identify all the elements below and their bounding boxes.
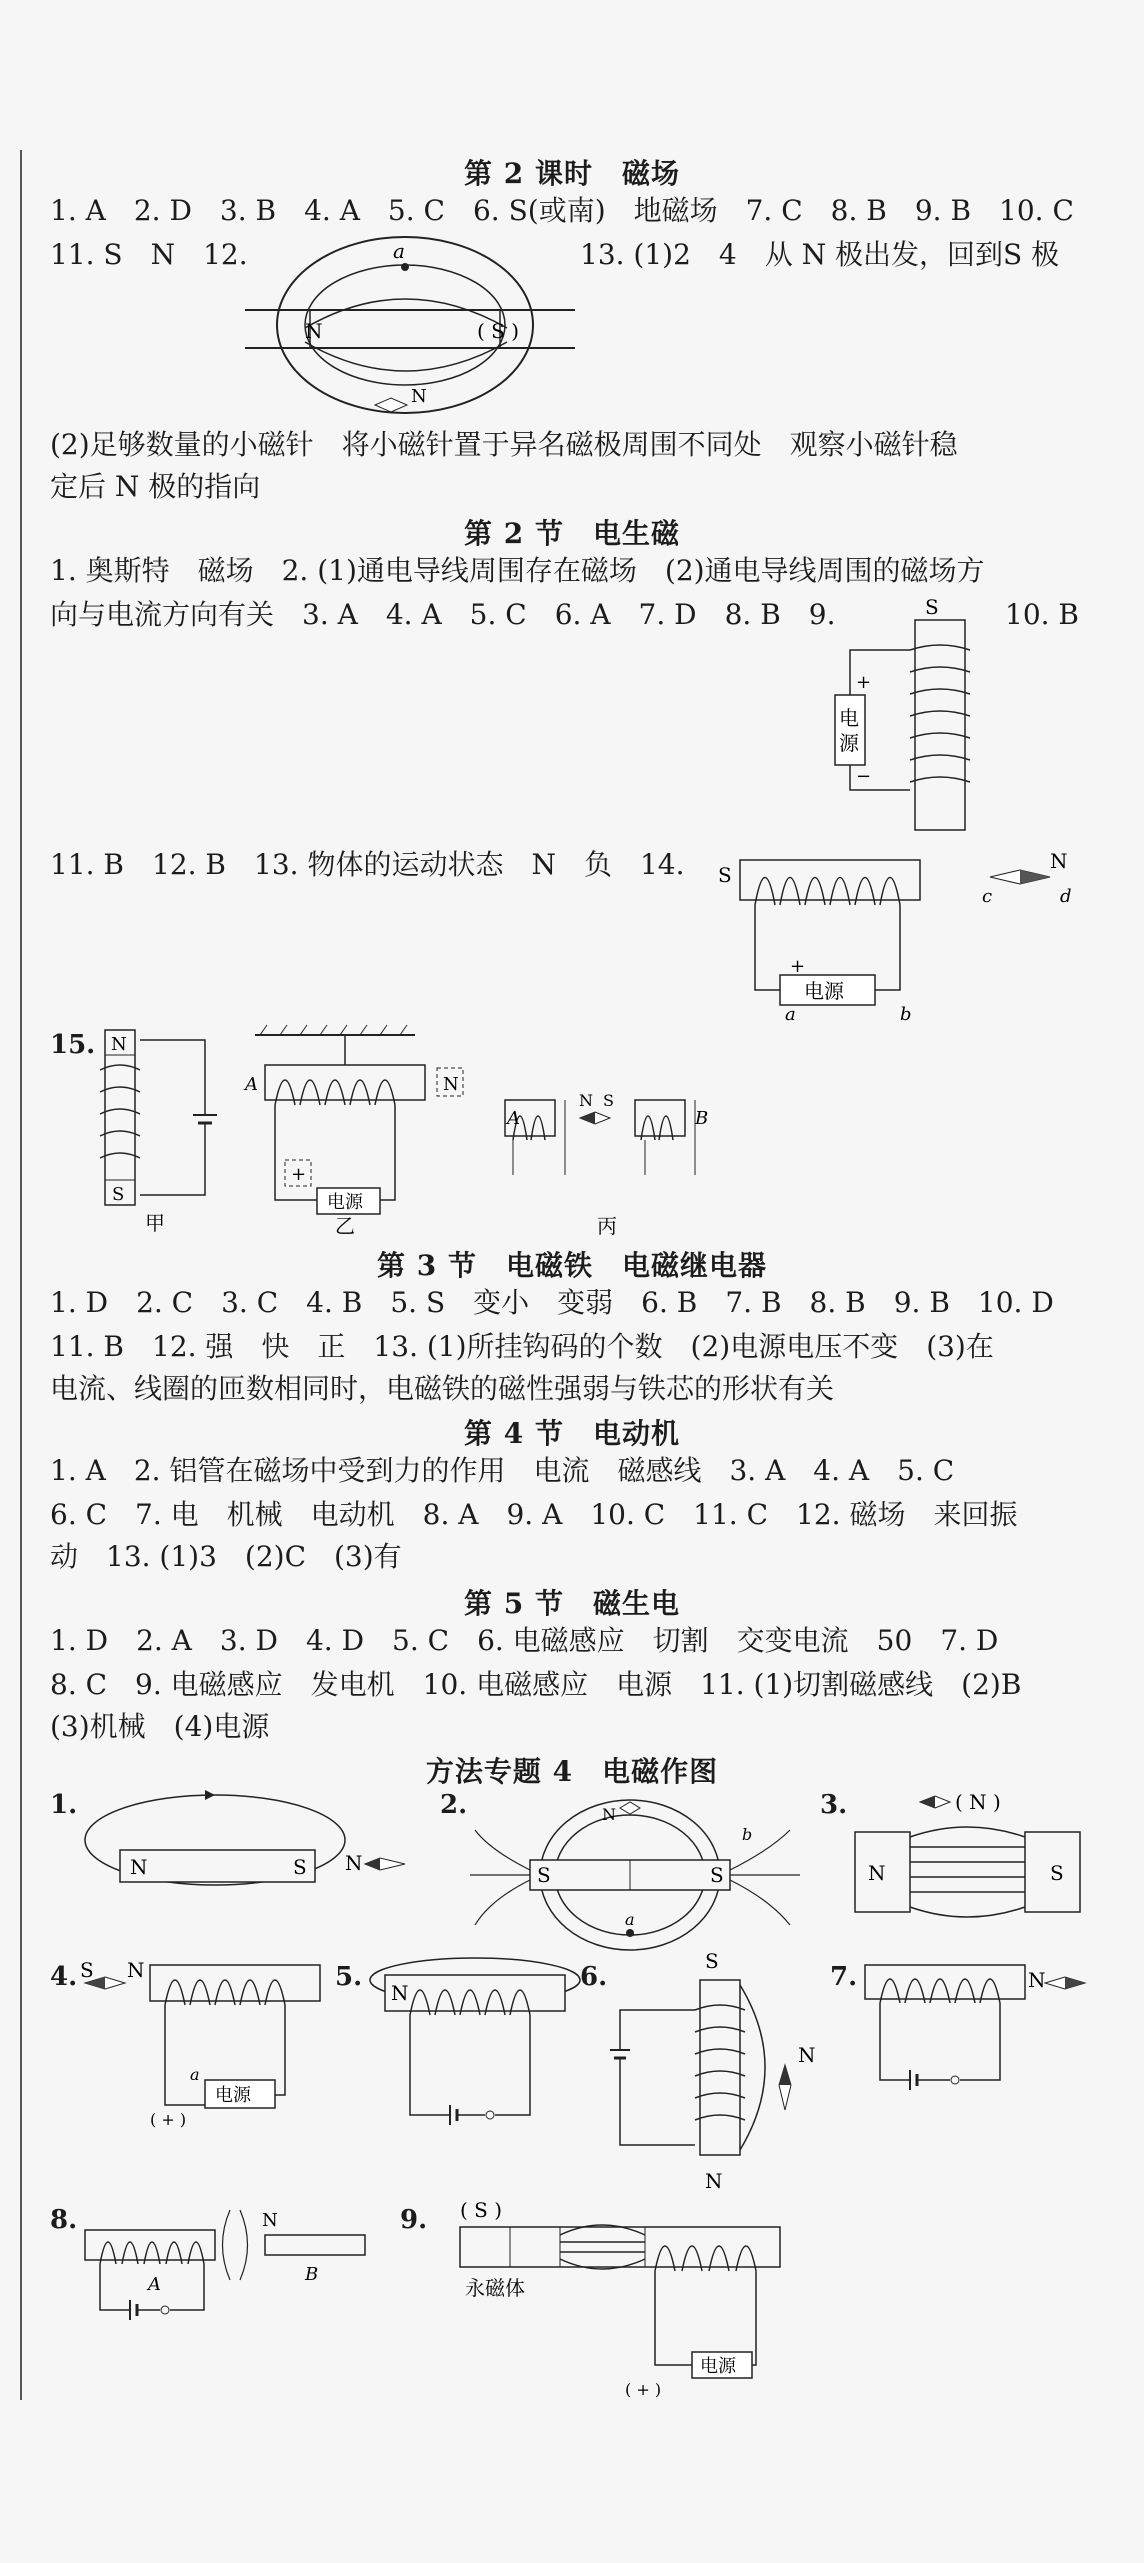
answer-line: 定后 N 极的指向 <box>50 470 261 503</box>
svg-text:N: N <box>127 1958 145 1982</box>
figure-label: N <box>411 386 427 407</box>
svg-text:S: S <box>293 1855 307 1879</box>
answer-line: 动 13. (1)3 (2)C (3)有 <box>50 1540 402 1573</box>
section-heading-magnetism-to-electricity: 第 5 节 磁生电 <box>464 1587 680 1620</box>
svg-text:N: N <box>1050 849 1068 873</box>
question-number: 3. <box>820 1790 848 1820</box>
svg-text:( N ): ( N ) <box>955 1790 1001 1814</box>
answer-line: 1. D 2. C 3. C 4. B 5. S 变小 变弱 6. B 7. B 8. B 9. B 10. D <box>50 1286 1054 1319</box>
figure-9-solenoid-circuit <box>830 595 980 840</box>
answer-line: 电流、线圈的匝数相同时，电磁铁的磁性强弱与铁芯的形状有关 <box>50 1372 835 1405</box>
answer-line: 11. S N 12. <box>50 238 248 271</box>
figure-15-three-setups <box>95 1020 735 1240</box>
svg-text:N: N <box>443 1074 459 1095</box>
question-number: 15. <box>50 1030 96 1060</box>
svg-text:电源: 电源 <box>700 2356 736 2377</box>
svg-text:N: N <box>579 1091 593 1110</box>
answer-line: (3)机械 (4)电源 <box>50 1710 270 1743</box>
svg-text:S: S <box>718 863 732 887</box>
answer-line: 11. B 12. 强 快 正 13. (1)所挂钩码的个数 (2)电源电压不变 (3)在 <box>50 1330 994 1363</box>
question-number: 4. <box>50 1962 78 1992</box>
svg-text:N: N <box>1028 1968 1046 1992</box>
svg-text:c: c <box>982 886 993 907</box>
svg-text:+: + <box>291 1164 307 1185</box>
svg-text:( S ): ( S ) <box>460 2198 503 2222</box>
answer-line: 11. B 12. B 13. 物体的运动状态 N 负 14. <box>50 848 685 881</box>
svg-text:( + ): ( + ) <box>150 2110 187 2129</box>
svg-text:源: 源 <box>839 731 859 755</box>
svg-text:b: b <box>900 1004 912 1025</box>
method-topic-heading: 方法专题 4 电磁作图 <box>425 1755 719 1788</box>
answer-line: 向与电流方向有关 3. A 4. A 5. C 6. A 7. D 8. B 9. <box>50 598 836 631</box>
lesson-heading-magnetic-field: 第 2 课时 磁场 <box>464 157 680 190</box>
figure-m3-pole-pair <box>850 1782 1090 1942</box>
svg-text:A: A <box>507 1108 520 1129</box>
svg-text:S: S <box>537 1863 551 1887</box>
svg-text:A: A <box>148 2274 161 2295</box>
svg-text:丙: 丙 <box>597 1214 617 1238</box>
answer-line: 1. A 2. 铝管在磁场中受到力的作用 电流 磁感线 3. A 4. A 5. C <box>50 1454 955 1487</box>
figure-14-solenoid-needle <box>710 840 1090 1030</box>
svg-text:a: a <box>625 1910 635 1929</box>
svg-text:−: − <box>856 766 872 787</box>
svg-text:电源: 电源 <box>804 979 844 1003</box>
svg-text:S: S <box>710 1863 724 1887</box>
svg-text:B: B <box>305 2264 319 2285</box>
figure-12-earth-field <box>245 230 575 420</box>
answer-line: 6. C 7. 电 机械 电动机 8. A 9. A 10. C 11. C 12. 磁场 来回振 <box>50 1498 1018 1531</box>
svg-text:+: + <box>856 672 872 693</box>
svg-text:永磁体: 永磁体 <box>465 2276 525 2300</box>
svg-text:S: S <box>925 595 939 619</box>
svg-text:N: N <box>391 1981 409 2005</box>
svg-text:乙: 乙 <box>335 1214 355 1238</box>
answer-line: 13. (1)2 4 从 N 极出发，回到S 极 <box>580 238 1060 271</box>
svg-text:S: S <box>705 1949 719 1973</box>
svg-text:S: S <box>80 1958 94 1982</box>
svg-text:甲: 甲 <box>145 1211 165 1235</box>
section-heading-electric-motor: 第 4 节 电动机 <box>464 1417 680 1450</box>
question-number: 8. <box>50 2205 78 2235</box>
figure-m2-ring-magnet <box>470 1790 800 1960</box>
svg-text:电源: 电源 <box>327 1192 363 1213</box>
figure-m4-solenoid <box>80 1955 340 2129</box>
section-heading-electricity-to-magnetism: 第 2 节 电生磁 <box>464 517 680 550</box>
svg-text:S: S <box>112 1184 125 1205</box>
figure-m1-bar-magnet <box>80 1790 430 1900</box>
svg-text:N: N <box>798 2043 816 2067</box>
figure-label: N <box>305 319 323 343</box>
question-number: 6. <box>580 1962 608 1992</box>
answer-line: 10. B <box>1005 598 1080 631</box>
svg-text:电源: 电源 <box>215 2085 251 2106</box>
svg-text:b: b <box>742 1825 753 1844</box>
answer-line: 1. 奥斯特 磁场 2. (1)通电导线周围存在磁场 (2)通电导线周围的磁场方 <box>50 554 985 587</box>
svg-text:S: S <box>1050 1861 1064 1885</box>
svg-text:( + ): ( + ) <box>625 2380 662 2399</box>
svg-text:+: + <box>790 956 806 977</box>
svg-text:N: N <box>705 2169 723 2193</box>
question-number: 5. <box>335 1962 363 1992</box>
figure-m9-permanent-magnet <box>430 2195 810 2399</box>
svg-text:N: N <box>602 1805 616 1824</box>
question-number: 9. <box>400 2205 428 2235</box>
question-number: 7. <box>830 1962 858 1992</box>
svg-text:a: a <box>785 1004 796 1025</box>
svg-text:B: B <box>695 1108 709 1129</box>
question-number: 1. <box>50 1790 78 1820</box>
section-heading-electromagnet: 第 3 节 电磁铁 电磁继电器 <box>377 1249 767 1282</box>
svg-text:S: S <box>603 1091 614 1110</box>
svg-text:a: a <box>190 2065 200 2084</box>
svg-text:N: N <box>868 1861 886 1885</box>
figure-m6-vertical-solenoid <box>610 1950 830 2200</box>
figure-m7-solenoid <box>860 1955 1100 2105</box>
question-number: 2. <box>440 1790 468 1820</box>
power-source-label: 电 <box>839 706 859 730</box>
answer-line: 8. C 9. 电磁感应 发电机 10. 电磁感应 电源 11. (1)切割磁感线 (2)B <box>50 1668 1022 1701</box>
figure-m8-two-magnets <box>80 2200 380 2330</box>
svg-text:N: N <box>345 1851 363 1875</box>
svg-text:N: N <box>111 1034 127 1055</box>
svg-text:N: N <box>262 2210 278 2231</box>
answer-line: 1. A 2. D 3. B 4. A 5. C 6. S(或南) 地磁场 7. C 8. B 9. B 10. C <box>50 194 1074 227</box>
answer-line: 1. D 2. A 3. D 4. D 5. C 6. 电磁感应 切割 交变电流 50 7. D <box>50 1624 999 1657</box>
svg-text:A: A <box>245 1074 258 1095</box>
svg-text:N: N <box>130 1855 148 1879</box>
figure-label: ( S ) <box>477 319 520 343</box>
figure-label: a <box>393 239 405 263</box>
figure-m5-solenoid-loop <box>365 1950 585 2130</box>
svg-text:d: d <box>1060 886 1072 907</box>
answer-line: (2)足够数量的小磁针 将小磁针置于异名磁极周围不同处 观察小磁针稳 <box>50 428 958 461</box>
